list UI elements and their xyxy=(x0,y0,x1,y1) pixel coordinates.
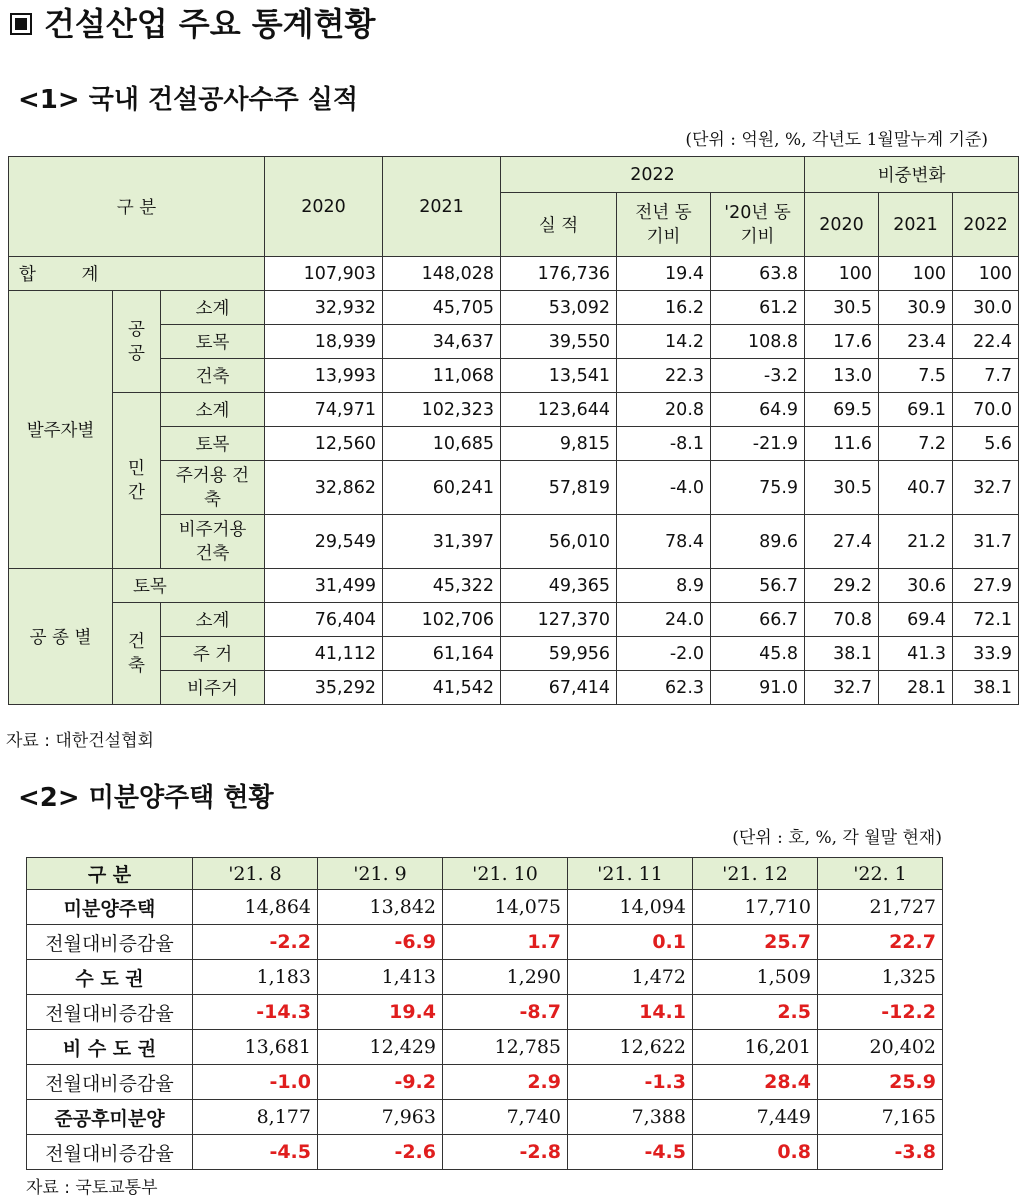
table-row xyxy=(27,890,943,925)
change-rate-cell: 28.4 xyxy=(693,1065,818,1100)
cell: 8.9 xyxy=(617,569,711,603)
row-label-total xyxy=(9,257,265,291)
header-2020: 2020 xyxy=(265,157,383,257)
cell: 76,404 xyxy=(265,603,383,637)
row-label: 전월대비증감율 xyxy=(27,925,193,960)
cell: 69.5 xyxy=(805,393,879,427)
cell: 31,397 xyxy=(383,515,501,569)
cell: 22.3 xyxy=(617,359,711,393)
cell: 40.7 xyxy=(879,461,953,515)
cell: 123,644 xyxy=(501,393,617,427)
value-cell: 20,402 xyxy=(818,1030,943,1065)
cell: 63.8 xyxy=(711,257,805,291)
change-rate-cell: -6.9 xyxy=(318,925,443,960)
value-cell: 1,183 xyxy=(193,960,318,995)
subgroup-label-private xyxy=(113,393,161,569)
cell: 14.2 xyxy=(617,325,711,359)
change-rate-cell: 25.9 xyxy=(818,1065,943,1100)
cell: 53,092 xyxy=(501,291,617,325)
row-label: 비주거 xyxy=(161,671,265,705)
value-cell: 12,429 xyxy=(318,1030,443,1065)
cell: 35,292 xyxy=(265,671,383,705)
subgroup-label-building-text: 건축 xyxy=(128,631,145,676)
table-row xyxy=(9,671,1019,705)
subgroup-label-private-text: 민간 xyxy=(128,458,145,503)
cell: 70.0 xyxy=(953,393,1019,427)
cell: 41,112 xyxy=(265,637,383,671)
change-rate-cell: -2.2 xyxy=(193,925,318,960)
cell: 108.8 xyxy=(711,325,805,359)
cell: 16.2 xyxy=(617,291,711,325)
table-header-row xyxy=(27,858,943,890)
cell: 49,365 xyxy=(501,569,617,603)
cell: 57,819 xyxy=(501,461,617,515)
table-row xyxy=(27,1030,943,1065)
cell: 70.8 xyxy=(805,603,879,637)
cell: 7.7 xyxy=(953,359,1019,393)
cell: 17.6 xyxy=(805,325,879,359)
cell: 91.0 xyxy=(711,671,805,705)
table-row xyxy=(9,515,1019,569)
value-cell: 12,785 xyxy=(443,1030,568,1065)
cell: 102,323 xyxy=(383,393,501,427)
header-share-change: 비중변화 xyxy=(805,157,1019,193)
change-rate-cell: 0.1 xyxy=(568,925,693,960)
row-label-text: 비주거용 건축 xyxy=(178,519,247,564)
cell: 33.9 xyxy=(953,637,1019,671)
construction-orders-table xyxy=(8,156,1019,705)
value-cell: 1,325 xyxy=(818,960,943,995)
cell: 89.6 xyxy=(711,515,805,569)
row-label-text: 주거용 건축 xyxy=(175,465,250,510)
cell: 69.4 xyxy=(879,603,953,637)
row-label: 토목 xyxy=(161,325,265,359)
cell: 100 xyxy=(879,257,953,291)
change-rate-cell: 14.1 xyxy=(568,995,693,1030)
cell: 102,706 xyxy=(383,603,501,637)
cell: 13.0 xyxy=(805,359,879,393)
table-row xyxy=(27,1100,943,1135)
change-rate-cell: 25.7 xyxy=(693,925,818,960)
cell: 78.4 xyxy=(617,515,711,569)
row-label xyxy=(161,515,265,569)
change-rate-cell: -12.2 xyxy=(818,995,943,1030)
page-title-text: 건설산업 주요 통계현황 xyxy=(44,5,376,43)
cell: 29.2 xyxy=(805,569,879,603)
cell: 22.4 xyxy=(953,325,1019,359)
row-label: 준공후미분양 xyxy=(27,1100,193,1135)
cell: 41,542 xyxy=(383,671,501,705)
row-label: 미분양주택 xyxy=(27,890,193,925)
cell: 24.0 xyxy=(617,603,711,637)
cell: 30.6 xyxy=(879,569,953,603)
section1-title: <1> 국내 건설공사수주 실적 xyxy=(18,85,358,115)
row-label: 토목 xyxy=(113,569,265,603)
cell: 62.3 xyxy=(617,671,711,705)
cell: -21.9 xyxy=(711,427,805,461)
cell: 59,956 xyxy=(501,637,617,671)
cell: -2.0 xyxy=(617,637,711,671)
cell: 61.2 xyxy=(711,291,805,325)
table-row xyxy=(9,637,1019,671)
cell: 27.4 xyxy=(805,515,879,569)
value-cell: 1,413 xyxy=(318,960,443,995)
change-rate-cell: 2.9 xyxy=(443,1065,568,1100)
table-row xyxy=(9,393,1019,427)
table-row xyxy=(9,461,1019,515)
table-row xyxy=(27,995,943,1030)
cell: 127,370 xyxy=(501,603,617,637)
cell: 30.5 xyxy=(805,461,879,515)
cell: 27.9 xyxy=(953,569,1019,603)
cell: 34,637 xyxy=(383,325,501,359)
table-row xyxy=(27,960,943,995)
table-row xyxy=(9,603,1019,637)
value-cell: 12,622 xyxy=(568,1030,693,1065)
value-cell: 1,290 xyxy=(443,960,568,995)
change-rate-cell: -14.3 xyxy=(193,995,318,1030)
cell: 56.7 xyxy=(711,569,805,603)
header-actual: 실 적 xyxy=(501,193,617,257)
subgroup-label-public-text: 공공 xyxy=(128,319,145,364)
square-bullet-icon xyxy=(10,13,32,35)
cell: 148,028 xyxy=(383,257,501,291)
cell: 29,549 xyxy=(265,515,383,569)
table-row xyxy=(27,1135,943,1170)
cell: -3.2 xyxy=(711,359,805,393)
value-cell: 14,094 xyxy=(568,890,693,925)
subgroup-label-public xyxy=(113,291,161,393)
row-label: 전월대비증감율 xyxy=(27,995,193,1030)
cell: 74,971 xyxy=(265,393,383,427)
change-rate-cell: -1.3 xyxy=(568,1065,693,1100)
value-cell: 7,165 xyxy=(818,1100,943,1135)
cell: -8.1 xyxy=(617,427,711,461)
row-label xyxy=(161,461,265,515)
section2-source: 자료 : 국토교통부 xyxy=(26,1178,158,1198)
table-row xyxy=(9,257,1019,291)
cell: 30.9 xyxy=(879,291,953,325)
cell: 176,736 xyxy=(501,257,617,291)
cell: 72.1 xyxy=(953,603,1019,637)
change-rate-cell: -2.8 xyxy=(443,1135,568,1170)
table-row xyxy=(9,325,1019,359)
section1-unit-note: (단위 : 억원, %, 각년도 1월말누계 기준) xyxy=(685,130,988,150)
cell: 41.3 xyxy=(879,637,953,671)
cell: 60,241 xyxy=(383,461,501,515)
row-label-total-text: 합 계 xyxy=(19,265,119,285)
cell: 67,414 xyxy=(501,671,617,705)
value-cell: 13,842 xyxy=(318,890,443,925)
change-rate-cell: 0.8 xyxy=(693,1135,818,1170)
value-cell: 14,075 xyxy=(443,890,568,925)
cell: 18,939 xyxy=(265,325,383,359)
value-cell: 14,864 xyxy=(193,890,318,925)
cell: 61,164 xyxy=(383,637,501,671)
row-label: 주 거 xyxy=(161,637,265,671)
value-cell: 7,963 xyxy=(318,1100,443,1135)
header-2022: 2022 xyxy=(501,157,805,193)
row-label: 소계 xyxy=(161,291,265,325)
change-rate-cell: -4.5 xyxy=(193,1135,318,1170)
value-cell: 1,509 xyxy=(693,960,818,995)
cell: 107,903 xyxy=(265,257,383,291)
table-row xyxy=(9,291,1019,325)
header-month: '22. 1 xyxy=(818,858,943,890)
cell: 31.7 xyxy=(953,515,1019,569)
cell: 32.7 xyxy=(805,671,879,705)
cell: 32,862 xyxy=(265,461,383,515)
header-month: '21. 11 xyxy=(568,858,693,890)
cell: 66.7 xyxy=(711,603,805,637)
value-cell: 13,681 xyxy=(193,1030,318,1065)
header-share-2021: 2021 xyxy=(879,193,953,257)
value-cell: 1,472 xyxy=(568,960,693,995)
cell: 19.4 xyxy=(617,257,711,291)
cell: 23.4 xyxy=(879,325,953,359)
value-cell: 7,388 xyxy=(568,1100,693,1135)
change-rate-cell: -3.8 xyxy=(818,1135,943,1170)
header-share-2020: 2020 xyxy=(805,193,879,257)
row-label: 소계 xyxy=(161,603,265,637)
row-label: 비 수 도 권 xyxy=(27,1030,193,1065)
change-rate-cell: 22.7 xyxy=(818,925,943,960)
unsold-housing-table xyxy=(26,857,943,1170)
cell: -4.0 xyxy=(617,461,711,515)
cell: 75.9 xyxy=(711,461,805,515)
cell: 32.7 xyxy=(953,461,1019,515)
row-label: 수 도 권 xyxy=(27,960,193,995)
row-label: 전월대비증감율 xyxy=(27,1065,193,1100)
table-row xyxy=(9,359,1019,393)
subgroup-label-building xyxy=(113,603,161,705)
header-share-2022: 2022 xyxy=(953,193,1019,257)
change-rate-cell: -8.7 xyxy=(443,995,568,1030)
cell: 31,499 xyxy=(265,569,383,603)
value-cell: 21,727 xyxy=(818,890,943,925)
cell: 9,815 xyxy=(501,427,617,461)
cell: 64.9 xyxy=(711,393,805,427)
group-label-by-type: 공 종 별 xyxy=(9,569,113,705)
cell: 11,068 xyxy=(383,359,501,393)
row-label: 소계 xyxy=(161,393,265,427)
cell: 5.6 xyxy=(953,427,1019,461)
cell: 28.1 xyxy=(879,671,953,705)
table-row xyxy=(9,569,1019,603)
cell: 100 xyxy=(953,257,1019,291)
cell: 38.1 xyxy=(953,671,1019,705)
group-label-by-orderer: 발주자별 xyxy=(9,291,113,569)
row-label: 토목 xyxy=(161,427,265,461)
change-rate-cell: 2.5 xyxy=(693,995,818,1030)
header-month: '21. 12 xyxy=(693,858,818,890)
table-body xyxy=(27,890,943,1170)
change-rate-cell: 19.4 xyxy=(318,995,443,1030)
cell: 100 xyxy=(805,257,879,291)
header-month: '21. 8 xyxy=(193,858,318,890)
section2-title: <2> 미분양주택 현황 xyxy=(18,783,274,813)
header-month: '21. 10 xyxy=(443,858,568,890)
cell: 32,932 xyxy=(265,291,383,325)
header-vs20-text: '20년 동기비 xyxy=(724,202,791,247)
cell: 69.1 xyxy=(879,393,953,427)
header-category: 구 분 xyxy=(9,157,265,257)
cell: 39,550 xyxy=(501,325,617,359)
table-row xyxy=(9,427,1019,461)
cell: 20.8 xyxy=(617,393,711,427)
change-rate-cell: -9.2 xyxy=(318,1065,443,1100)
change-rate-cell: 1.7 xyxy=(443,925,568,960)
header-vs20 xyxy=(711,193,805,257)
header-2021: 2021 xyxy=(383,157,501,257)
cell: 45,322 xyxy=(383,569,501,603)
cell: 30.5 xyxy=(805,291,879,325)
cell: 12,560 xyxy=(265,427,383,461)
value-cell: 7,740 xyxy=(443,1100,568,1135)
row-label: 건축 xyxy=(161,359,265,393)
row-label: 전월대비증감율 xyxy=(27,1135,193,1170)
change-rate-cell: -4.5 xyxy=(568,1135,693,1170)
cell: 30.0 xyxy=(953,291,1019,325)
section1-source: 자료 : 대한건설협회 xyxy=(6,731,154,751)
header-month: '21. 9 xyxy=(318,858,443,890)
change-rate-cell: -1.0 xyxy=(193,1065,318,1100)
cell: 45,705 xyxy=(383,291,501,325)
cell: 7.2 xyxy=(879,427,953,461)
cell: 56,010 xyxy=(501,515,617,569)
value-cell: 8,177 xyxy=(193,1100,318,1135)
header-yoy xyxy=(617,193,711,257)
header-yoy-text: 전년 동기비 xyxy=(635,202,692,247)
change-rate-cell: -2.6 xyxy=(318,1135,443,1170)
page-title xyxy=(10,0,375,48)
table-row xyxy=(27,925,943,960)
value-cell: 16,201 xyxy=(693,1030,818,1065)
cell: 13,993 xyxy=(265,359,383,393)
cell: 7.5 xyxy=(879,359,953,393)
cell: 11.6 xyxy=(805,427,879,461)
header-category: 구 분 xyxy=(27,858,193,890)
cell: 13,541 xyxy=(501,359,617,393)
cell: 21.2 xyxy=(879,515,953,569)
table-row xyxy=(27,1065,943,1100)
cell: 10,685 xyxy=(383,427,501,461)
section2-unit-note: (단위 : 호, %, 각 월말 현재) xyxy=(732,828,942,848)
cell: 45.8 xyxy=(711,637,805,671)
value-cell: 17,710 xyxy=(693,890,818,925)
value-cell: 7,449 xyxy=(693,1100,818,1135)
cell: 38.1 xyxy=(805,637,879,671)
